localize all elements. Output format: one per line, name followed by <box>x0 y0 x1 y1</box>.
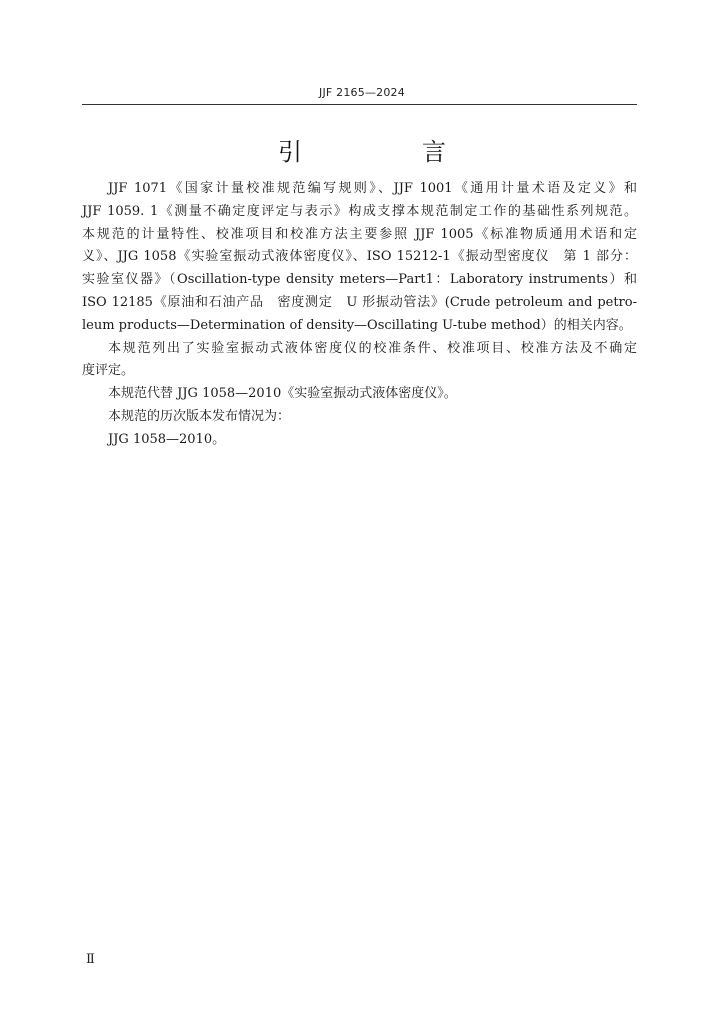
text-line: 本规范列出了实验室振动式液体密度仪的校准条件、校准项目、校准方法及不确定 <box>108 340 637 356</box>
header-divider <box>82 104 637 105</box>
text-line: 义》、JJG 1058《实验室振动式液体密度仪》、ISO 15212-1《振动型密度仪 第 1 部分： <box>82 249 637 265</box>
text-line: 实验室仪器》（Oscillation-type density meters—Part1：Laboratory instruments）和 <box>82 272 637 288</box>
paragraph-scope <box>82 338 637 384</box>
page-title: 引 言 <box>278 138 494 166</box>
text-line: 本规范的计量特性、校准项目和校准方法主要参照 JJF 1005《标准物质通用术语和定 <box>82 226 637 242</box>
text-line: 度评定。 <box>82 363 135 379</box>
text-line: JJG 1058—2010。 <box>108 431 226 447</box>
paragraph-replacement <box>82 383 637 406</box>
page-number: Ⅱ <box>86 952 95 967</box>
text-line: 本规范的历次版本发布情况为： <box>108 408 291 424</box>
paragraph-history-item <box>82 429 637 452</box>
text-line: JJF 1059. 1《测量不确定度评定与表示》构成支撑本规范制定工作的基础性系列规范。 <box>82 203 637 219</box>
text-line: 本规范代替 JJG 1058—2010《实验室振动式液体密度仪》。 <box>108 386 457 402</box>
paragraph-references <box>82 178 637 338</box>
text-line: leum products—Determination of density—Oscillating U-tube method）的相关内容。 <box>82 317 632 333</box>
text-line: ISO 12185《原油和石油产品 密度测定 U 形振动管法》(Crude petroleum and petro- <box>82 294 637 310</box>
header-standard-code: JJF 2165—2024 <box>319 86 405 99</box>
document-body <box>82 178 637 452</box>
text-line: JJF 1071《国家计量校准规范编写规则》、JJF 1001《通用计量术语及定义》和 <box>108 181 637 196</box>
paragraph-history-intro <box>82 406 637 429</box>
